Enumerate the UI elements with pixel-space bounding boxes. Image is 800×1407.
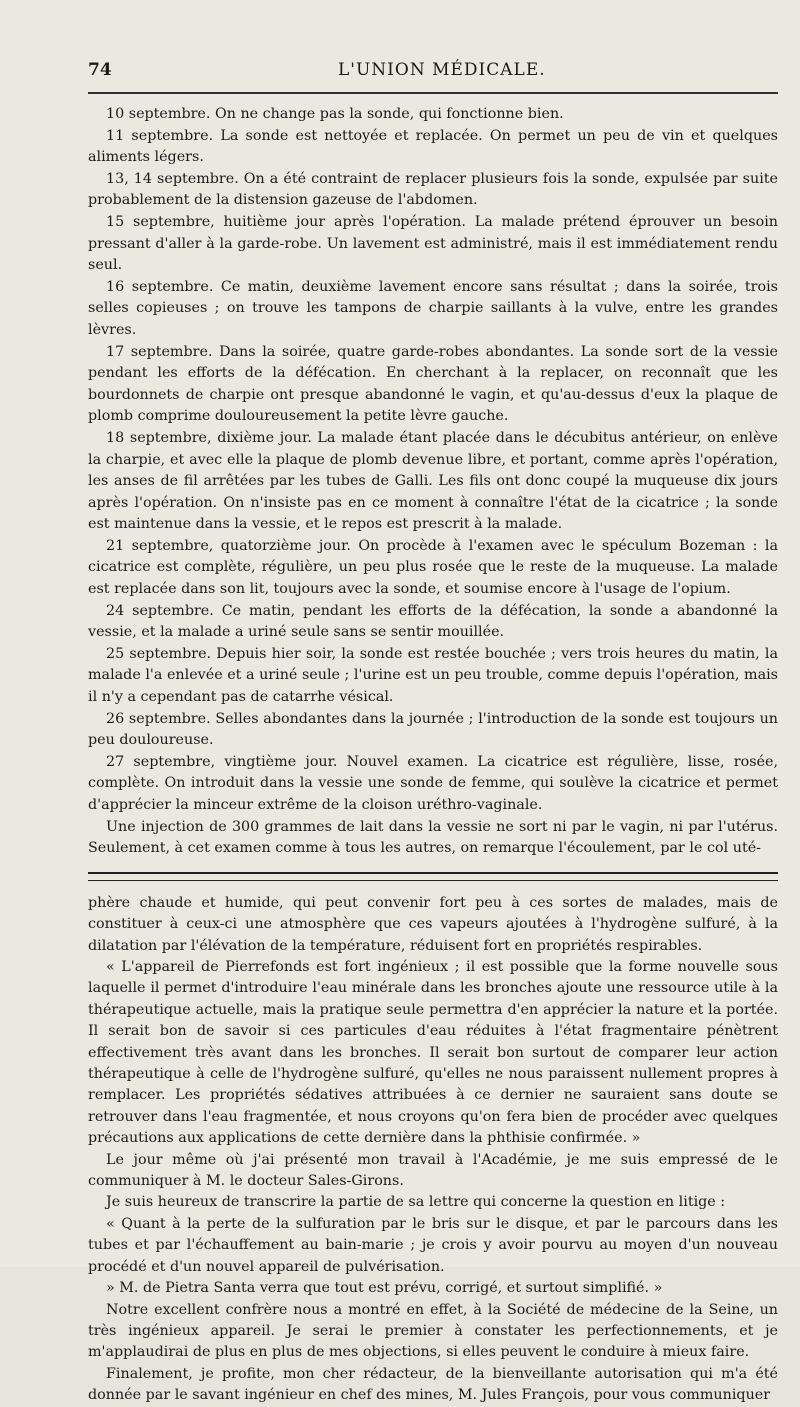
paragraph: Une injection de 300 grammes de lait dans la vessie ne sort ni par le vagin, ni par l'utérus. Seulement, à cet examen comme à tous les autres, on remarque l'écoulement, par le col uté- [88,818,778,857]
paragraph: » M. de Pietra Santa verra que tout est prévu, corrigé, et surtout simplifié. » [106,1280,663,1297]
paragraph: 11 septembre. La sonde est nettoyée et replacée. On permet un peu de vin et quelques aliments légers. [88,127,778,166]
paragraph: 25 septembre. Depuis hier soir, la sonde est restée bouchée ; vers trois heures du matin, la malade l'a enlevée et a uriné seule ; l'urine est un peu trouble, comme depuis l'opération, mais il n'y a cependant pas de catarrhe vésical. [88,645,778,706]
paragraph: 18 septembre, dixième jour. La malade étant placée dans le décubitus antérieur, on enlève la charpie, et avec elle la plaque de plomb devenue libre, et portant, comme après l'opération, les anses de fil arrêtées par les tubes de Galli. Les fils ont donc coupé la muqueuse dix jours après l'opération. On n'insiste pas en ce moment à connaître l'état de la cicatrice ; la sonde est maintenue dans la vessie, et le repos est prescrit à la malade. [88,429,778,533]
feuilleton-section [88,893,778,1407]
section-divider [88,872,778,881]
paragraph: Notre excellent confrère nous a montré en effet, à la Société de médecine de la Seine, un très ingénieux appareil. Je serai le premier à constater les perfectionnements, et je m'applaudirai de plus en plus de mes objections, si elles peuvent le conduire à mieux faire. [88,1301,778,1361]
paragraph: Je suis heureux de transcrire la partie de sa lettre qui concerne la question en litige : [106,1194,726,1211]
paragraph: « Quant à la perte de la sulfuration par le bris sur le disque, et par le parcours dans les tubes et par l'échauffement au bain-marie ; je crois y avoir pourvu au moyen d'un nouveau procédé et d'un nouvel appareil de pulvérisation. [88,1215,778,1275]
paragraph: 10 septembre. On ne change pas la sonde, qui fonctionne bien. [106,106,564,122]
running-title: L'UNION MÉDICALE. [338,60,546,80]
paragraph: phère chaude et humide, qui peut convenir fort peu à ces sortes de malades, mais de constituer à ceux-ci une atmosphère que ces vapeurs ajoutées à l'hydrogène sulfuré, à la dilatation par l'élévation de la température, réduisent fort en propriétés respirables. [88,894,778,954]
paragraph: 17 septembre. Dans la soirée, quatre garde-robes abondantes. La sonde sort de la vessie pendant les efforts de la défécation. En cherchant à la replacer, on reconnaît que les bourdonnets de charpie ont presque abandonné le vagin, et qu'au-dessus d'eux la plaque de plomb comprime douloureusement la petite lèvre gauche. [88,343,778,425]
paragraph: Le jour même où j'ai présenté mon travail à l'Académie, je me suis empressé de le communiquer à M. le docteur Sales-Girons. [88,1151,778,1190]
paragraph: 13, 14 septembre. On a été contraint de replacer plusieurs fois la sonde, expulsée par suite probablement de la distension gazeuse de l'abdomen. [88,170,778,209]
paragraph: 27 septembre, vingtième jour. Nouvel examen. La cicatrice est régulière, lisse, rosée, complète. On introduit dans la vessie une sonde de femme, qui soulève la cicatrice et permet d'apprécier la minceur extrême de la cloison uréthro-vaginale. [88,753,778,813]
paragraph: 24 septembre. Ce matin, pendant les efforts de la défécation, la sonde a abandonné la vessie, et la malade a uriné seule sans se sentir mouillée. [88,602,778,641]
paragraph: 15 septembre, huitième jour après l'opération. La malade prétend éprouver un besoin pressant d'aller à la garde-robe. Un lavement est administré, mais il est immédiatement rendu seul. [88,213,778,274]
paragraph: 26 septembre. Selles abondantes dans la journée ; l'introduction de la sonde est toujours un peu douloureuse. [88,710,778,749]
page-header [88,52,778,94]
page-number: 74 [88,60,112,80]
paragraph: Finalement, je profite, mon cher rédacteur, de la bienveillante autorisation qui m'a été donnée par le savant ingénieur en chef des mines, M. Jules François, pour vous communiquer [88,1365,778,1404]
paragraph: 21 septembre, quatorzième jour. On procède à l'examen avec le spéculum Bozeman : la cicatrice est complète, régulière, un peu plus rosée que le reste de la muqueuse. La malade est replacée dans son lit, toujours avec la sonde, et soumise encore à l'usage de l'opium. [88,537,778,598]
paragraph: « L'appareil de Pierrefonds est fort ingénieux ; il est possible que la forme nouvelle sous laquelle il permet d'introduire l'eau minérale dans les bronches ajoute une ressource utile à la thérapeutique actuelle, mais la pratique seule permettra d'en apprécier la nature et la portée. Il serait bon de savoir si ces particules d'eau réduites à l'état fragmentaire pénètrent effectivement très avant dans les bronches. Il serait bon surtout de comparer leur action thérapeutique à celle de l'hydrogène sulfuré, qu'elles ne nous paraissent nullement propres à remplacer. Les propriétés sédatives attribuées à ce dernier ne sauraient sans doute se retrouver dans l'eau fragmentée, et nous croyons qu'on fera bien de procéder avec quelques précautions aux applications de cette dernière dans la phthisie confirmée. » [88,959,778,1147]
case-notes-section [88,104,778,860]
paragraph: 16 septembre. Ce matin, deuxième lavement encore sans résultat ; dans la soirée, trois selles copieuses ; on trouve les tampons de charpie saillants à la vulve, entre les grandes lèvres. [88,278,778,338]
